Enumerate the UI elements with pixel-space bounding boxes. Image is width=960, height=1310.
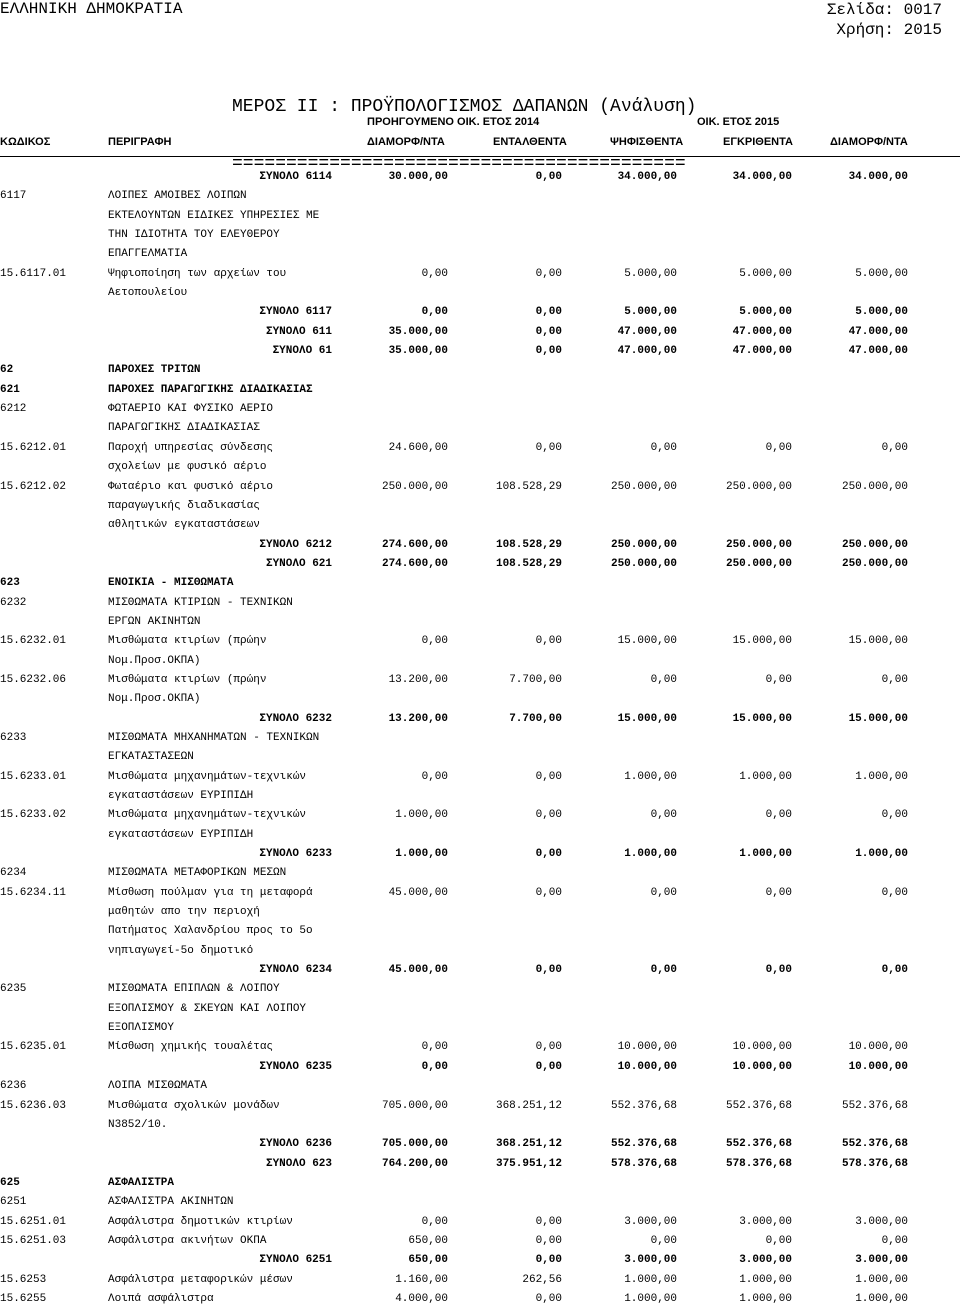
total-row bbox=[0, 961, 960, 980]
row-description: ΕΝΟΙΚΙΑ - ΜΙΣΘΩΜΑΤΑ bbox=[108, 577, 234, 590]
value-col-4: 0,00 bbox=[765, 886, 792, 899]
row-description: Ασφάλιστρα μεταφορικών μέσων bbox=[108, 1273, 293, 1286]
row-description: Μισθώματα σχολικών μονάδων bbox=[108, 1099, 280, 1112]
value-col-1: 13.200,00 bbox=[388, 673, 448, 686]
col-code: ΚΩΔΙΚΟΣ bbox=[0, 136, 51, 148]
table-row bbox=[0, 671, 960, 690]
row-description: Μισθώματα μηχανημάτων-τεχνικών bbox=[108, 770, 307, 783]
value-col-5: 15.000,00 bbox=[848, 712, 908, 725]
table-row bbox=[0, 1097, 960, 1116]
value-col-1: 0,00 bbox=[421, 306, 448, 319]
value-col-5: 578.376,68 bbox=[841, 1157, 908, 1170]
value-col-4: 250.000,00 bbox=[725, 480, 792, 493]
row-description: Ν3852/10. bbox=[108, 1118, 168, 1131]
value-col-3: 0,00 bbox=[650, 1234, 677, 1247]
value-col-2: 0,00 bbox=[535, 345, 562, 358]
total-row bbox=[0, 1155, 960, 1174]
row-description: ΦΩΤΑΕΡΙΟ ΚΑΙ ΦΥΣΙΚΟ ΑΕΡΙΟ bbox=[108, 403, 274, 416]
value-col-4: 0,00 bbox=[765, 809, 792, 822]
value-col-5: 5.000,00 bbox=[855, 306, 908, 319]
value-col-5: 0,00 bbox=[881, 809, 908, 822]
table-row bbox=[0, 942, 960, 961]
table-row bbox=[0, 1038, 960, 1057]
value-col-3: 5.000,00 bbox=[624, 267, 677, 280]
row-description: ΕΚΤΕΛΟΥΝΤΩΝ ΕΙΔΙΚΕΣ ΥΠΗΡΕΣΙΕΣ ΜΕ bbox=[108, 209, 320, 222]
value-col-2: 0,00 bbox=[535, 441, 562, 454]
table-row bbox=[0, 787, 960, 806]
row-description: ΕΞΟΠΛΙΣΜΟΥ & ΣΚΕΥΩΝ ΚΑΙ ΛΟΙΠΟΥ bbox=[108, 1002, 307, 1015]
value-col-1: 0,00 bbox=[421, 1041, 448, 1054]
value-col-3: 0,00 bbox=[650, 441, 677, 454]
row-description: Μισθώματα μηχανημάτων-τεχνικών bbox=[108, 809, 307, 822]
value-col-4: 0,00 bbox=[765, 673, 792, 686]
value-col-2: 0,00 bbox=[535, 964, 562, 977]
value-col-2: 7.700,00 bbox=[509, 712, 562, 725]
total-label: ΣΥΝΟΛΟ 6232 bbox=[259, 712, 332, 725]
value-col-1: 4.000,00 bbox=[395, 1292, 448, 1305]
row-description: Νομ.Προσ.ΟΚΠΑ) bbox=[108, 654, 201, 667]
value-col-3: 47.000,00 bbox=[617, 325, 677, 338]
value-col-4: 47.000,00 bbox=[732, 345, 792, 358]
value-col-1: 13.200,00 bbox=[388, 712, 448, 725]
row-description: ΑΣΦΑΛΙΣΤΡΑ bbox=[108, 1176, 175, 1189]
value-col-4: 0,00 bbox=[765, 1234, 792, 1247]
value-col-2: 0,00 bbox=[535, 1060, 562, 1073]
value-col-3: 552.376,68 bbox=[610, 1138, 677, 1151]
row-code: 6251 bbox=[0, 1196, 27, 1209]
total-label: ΣΥΝΟΛΟ 6117 bbox=[259, 306, 332, 319]
row-description: εγκαταστάσεων ΕΥΡΙΠΙΔΗ bbox=[108, 828, 254, 841]
row-description: ΕΓΚΑΤΑΣΤΑΣΕΩΝ bbox=[108, 751, 194, 764]
row-code: 6232 bbox=[0, 596, 27, 609]
table-row bbox=[0, 1116, 960, 1135]
row-description: Μίσθωση χημικής τουαλέτας bbox=[108, 1041, 274, 1054]
value-col-2: 108.528,29 bbox=[495, 538, 562, 551]
value-col-3: 10.000,00 bbox=[617, 1060, 677, 1073]
value-col-4: 0,00 bbox=[765, 964, 792, 977]
value-col-2: 108.528,29 bbox=[495, 480, 562, 493]
row-code: 15.6232.01 bbox=[0, 635, 67, 648]
value-col-3: 0,00 bbox=[650, 673, 677, 686]
value-col-4: 578.376,68 bbox=[725, 1157, 792, 1170]
row-description: Ψηφιοποίηση των αρχείων του bbox=[108, 267, 287, 280]
value-col-5: 5.000,00 bbox=[855, 267, 908, 280]
value-col-3: 0,00 bbox=[650, 964, 677, 977]
row-description: ΜΙΣΘΩΜΑΤΑ ΚΤΙΡΙΩΝ - ΤΕΧΝΙΚΩΝ bbox=[108, 596, 293, 609]
value-col-5: 250.000,00 bbox=[841, 480, 908, 493]
fiscal-year: Χρήση: 2015 bbox=[836, 21, 942, 39]
value-col-4: 5.000,00 bbox=[739, 267, 792, 280]
value-col-5: 250.000,00 bbox=[841, 538, 908, 551]
row-code: 625 bbox=[0, 1176, 20, 1189]
value-col-1: 274.600,00 bbox=[381, 538, 448, 551]
total-label: ΣΥΝΟΛΟ 611 bbox=[265, 325, 332, 338]
value-col-1: 45.000,00 bbox=[388, 964, 448, 977]
row-code: 15.6236.03 bbox=[0, 1099, 67, 1112]
row-code: 15.6235.01 bbox=[0, 1041, 67, 1054]
col-c3: ΨΗΦΙΣΘΕΝΤΑ bbox=[610, 136, 684, 148]
title-underline: ========================================== bbox=[232, 154, 686, 174]
table-row bbox=[0, 826, 960, 845]
table-row bbox=[0, 265, 960, 284]
value-col-2: 0,00 bbox=[535, 306, 562, 319]
value-col-1: 1.000,00 bbox=[395, 848, 448, 861]
total-label: ΣΥΝΟΛΟ 623 bbox=[265, 1157, 332, 1170]
row-code: 6234 bbox=[0, 867, 27, 880]
row-code: 15.6251.03 bbox=[0, 1234, 67, 1247]
value-col-3: 1.000,00 bbox=[624, 1273, 677, 1286]
category-row bbox=[0, 1174, 960, 1193]
value-col-1: 1.160,00 bbox=[395, 1273, 448, 1286]
row-code: 15.6233.01 bbox=[0, 770, 67, 783]
row-description: ΕΡΓΩΝ ΑΚΙΝΗΤΩΝ bbox=[108, 615, 201, 628]
value-col-2: 368.251,12 bbox=[495, 1138, 562, 1151]
value-col-4: 1.000,00 bbox=[739, 1292, 792, 1305]
row-description: ΠΑΡΑΓΩΓΙΚΗΣ ΔΙΑΔΙΚΑΣΙΑΣ bbox=[108, 422, 260, 435]
row-description: μαθητών απο την περιοχή bbox=[108, 906, 260, 919]
value-col-4: 10.000,00 bbox=[732, 1060, 792, 1073]
value-col-4: 1.000,00 bbox=[739, 848, 792, 861]
value-col-3: 15.000,00 bbox=[617, 635, 677, 648]
row-description: ΠΑΡΟΧΕΣ ΤΡΙΤΩΝ bbox=[108, 364, 201, 377]
value-col-4: 250.000,00 bbox=[725, 538, 792, 551]
total-row bbox=[0, 1135, 960, 1154]
total-row bbox=[0, 536, 960, 555]
table-row bbox=[0, 245, 960, 264]
page-number: Σελίδα: 0017 bbox=[826, 1, 942, 19]
value-col-5: 1.000,00 bbox=[855, 1273, 908, 1286]
value-col-5: 0,00 bbox=[881, 673, 908, 686]
value-col-3: 552.376,68 bbox=[610, 1099, 677, 1112]
table-row bbox=[0, 400, 960, 419]
row-description: Λοιπά ασφάλιστρα bbox=[108, 1292, 214, 1305]
value-col-3: 250.000,00 bbox=[610, 538, 677, 551]
value-col-1: 1.000,00 bbox=[395, 809, 448, 822]
value-col-4: 10.000,00 bbox=[732, 1041, 792, 1054]
table-row bbox=[0, 748, 960, 767]
table-row bbox=[0, 806, 960, 825]
value-col-1: 35.000,00 bbox=[388, 345, 448, 358]
category-row bbox=[0, 381, 960, 400]
value-col-5: 3.000,00 bbox=[855, 1215, 908, 1228]
row-description: Ασφάλιστρα δημοτικών κτιρίων bbox=[108, 1215, 293, 1228]
value-col-4: 5.000,00 bbox=[739, 306, 792, 319]
col-c4: ΕΓΚΡΙΘΕΝΤΑ bbox=[723, 136, 793, 148]
value-col-5: 1.000,00 bbox=[855, 1292, 908, 1305]
row-code: 62 bbox=[0, 364, 14, 377]
col-c2: ΕΝΤΑΛΘΕΝΤΑ bbox=[493, 136, 567, 148]
value-col-5: 0,00 bbox=[881, 1234, 908, 1247]
value-col-3: 1.000,00 bbox=[624, 1292, 677, 1305]
row-description: ΕΞΟΠΛΙΣΜΟΥ bbox=[108, 1022, 175, 1035]
value-col-3: 0,00 bbox=[650, 886, 677, 899]
row-code: 15.6255 bbox=[0, 1292, 47, 1305]
table-row bbox=[0, 1271, 960, 1290]
row-description: ΛΟΙΠΕΣ ΑΜΟΙΒΕΣ ΛΟΙΠΩΝ bbox=[108, 190, 247, 203]
value-col-1: 705.000,00 bbox=[381, 1099, 448, 1112]
value-col-3: 0,00 bbox=[650, 809, 677, 822]
value-col-1: 274.600,00 bbox=[381, 557, 448, 570]
value-col-4: 3.000,00 bbox=[739, 1215, 792, 1228]
table-row bbox=[0, 497, 960, 516]
value-col-4: 15.000,00 bbox=[732, 635, 792, 648]
value-col-5: 1.000,00 bbox=[855, 770, 908, 783]
total-row bbox=[0, 845, 960, 864]
total-label: ΣΥΝΟΛΟ 6235 bbox=[259, 1060, 332, 1073]
row-description: ΜΙΣΘΩΜΑΤΑ ΜΗΧΑΝΗΜΑΤΩΝ - ΤΕΧΝΙΚΩΝ bbox=[108, 731, 320, 744]
table-row bbox=[0, 729, 960, 748]
total-row bbox=[0, 342, 960, 361]
value-col-4: 34.000,00 bbox=[732, 171, 792, 183]
value-col-2: 108.528,29 bbox=[495, 557, 562, 570]
value-col-2: 375.951,12 bbox=[495, 1157, 562, 1170]
row-description: ΑΣΦΑΛΙΣΤΡΑ ΑΚΙΝΗΤΩΝ bbox=[108, 1196, 234, 1209]
row-description: Ασφάλιστρα ακινήτων ΟΚΠΑ bbox=[108, 1234, 267, 1247]
value-col-1: 0,00 bbox=[421, 1215, 448, 1228]
value-col-1: 705.000,00 bbox=[381, 1138, 448, 1151]
value-col-5: 0,00 bbox=[881, 886, 908, 899]
table-row bbox=[0, 864, 960, 883]
value-col-1: 0,00 bbox=[421, 1060, 448, 1073]
row-code: 6235 bbox=[0, 983, 27, 996]
row-description: Μίσθωση πούλμαν για τη μεταφορά bbox=[108, 886, 313, 899]
value-col-5: 552.376,68 bbox=[841, 1138, 908, 1151]
value-col-3: 3.000,00 bbox=[624, 1215, 677, 1228]
value-col-4: 3.000,00 bbox=[739, 1254, 792, 1267]
header-divider bbox=[0, 156, 960, 157]
table-row bbox=[0, 980, 960, 999]
value-col-4: 1.000,00 bbox=[739, 1273, 792, 1286]
table-row bbox=[0, 690, 960, 709]
header-republic: ΕΛΛΗΝΙΚΗ ΔΗΜΟΚΡΑΤΙΑ bbox=[0, 0, 183, 18]
row-code: 15.6212.02 bbox=[0, 480, 67, 493]
col-prev-year: ΠΡΟΗΓΟΥΜΕΝΟ ΟΙΚ. ΕΤΟΣ 2014 bbox=[367, 116, 540, 128]
row-description: Φωταέριο και φυσικό αέριο bbox=[108, 480, 274, 493]
value-col-1: 0,00 bbox=[421, 267, 448, 280]
value-col-5: 10.000,00 bbox=[848, 1060, 908, 1073]
row-description: αθλητικών εγκαταστάσεων bbox=[108, 519, 260, 532]
table-row bbox=[0, 1019, 960, 1038]
value-col-5: 34.000,00 bbox=[848, 171, 908, 183]
table-row bbox=[0, 1232, 960, 1251]
value-col-3: 250.000,00 bbox=[610, 557, 677, 570]
row-code: 6236 bbox=[0, 1080, 27, 1093]
value-col-3: 10.000,00 bbox=[617, 1041, 677, 1054]
table-row bbox=[0, 768, 960, 787]
value-col-2: 0,00 bbox=[535, 770, 562, 783]
value-col-4: 0,00 bbox=[765, 441, 792, 454]
total-row bbox=[0, 555, 960, 574]
table-row bbox=[0, 1213, 960, 1232]
table-row bbox=[0, 884, 960, 903]
row-description: ΜΙΣΘΩΜΑΤΑ ΜΕΤΑΦΟΡΙΚΩΝ ΜΕΣΩΝ bbox=[108, 867, 287, 880]
value-col-3: 578.376,68 bbox=[610, 1157, 677, 1170]
value-col-3: 15.000,00 bbox=[617, 712, 677, 725]
value-col-3: 250.000,00 bbox=[610, 480, 677, 493]
row-description: παραγωγικής διαδικασίας bbox=[108, 499, 260, 512]
value-col-2: 368.251,12 bbox=[495, 1099, 562, 1112]
table-row bbox=[0, 652, 960, 671]
row-description: Πατήματος Χαλανδρίου προς το 5ο bbox=[108, 925, 313, 938]
total-row bbox=[0, 168, 960, 187]
value-col-5: 3.000,00 bbox=[855, 1254, 908, 1267]
table-row bbox=[0, 1000, 960, 1019]
value-col-1: 650,00 bbox=[408, 1234, 448, 1247]
row-description: ΜΙΣΘΩΜΑΤΑ ΕΠΙΠΛΩΝ & ΛΟΙΠΟΥ bbox=[108, 983, 280, 996]
row-description: Νομ.Προσ.ΟΚΠΑ) bbox=[108, 693, 201, 706]
total-label: ΣΥΝΟΛΟ 61 bbox=[272, 345, 332, 358]
table-row bbox=[0, 594, 960, 613]
value-col-2: 0,00 bbox=[535, 1254, 562, 1267]
title-text: ΜΕΡΟΣ ΙΙ : ΠΡΟΫΠΟΛΟΓΙΣΜΟΣ ΔΑΠΑΝΩΝ (Ανάλυση) bbox=[232, 97, 697, 117]
row-code: 621 bbox=[0, 383, 20, 396]
total-row bbox=[0, 303, 960, 322]
value-col-3: 34.000,00 bbox=[617, 171, 677, 183]
table-row bbox=[0, 922, 960, 941]
row-description: Αετοπουλείου bbox=[108, 287, 188, 300]
value-col-3: 47.000,00 bbox=[617, 345, 677, 358]
total-label: ΣΥΝΟΛΟ 6251 bbox=[259, 1254, 332, 1267]
category-row bbox=[0, 574, 960, 593]
table-row bbox=[0, 1290, 960, 1309]
value-col-1: 250.000,00 bbox=[381, 480, 448, 493]
total-label: ΣΥΝΟΛΟ 6234 bbox=[259, 964, 332, 977]
col-desc: ΠΕΡΙΓΡΑΦΗ bbox=[108, 136, 172, 148]
value-col-3: 1.000,00 bbox=[624, 770, 677, 783]
value-col-5: 1.000,00 bbox=[855, 848, 908, 861]
row-description: Μισθώματα κτιρίων (πρώην bbox=[108, 635, 267, 648]
value-col-1: 24.600,00 bbox=[388, 441, 448, 454]
col-c1: ΔΙΑΜΟΡΦ/ΝΤΑ bbox=[367, 136, 445, 148]
value-col-1: 0,00 bbox=[421, 635, 448, 648]
row-code: 6233 bbox=[0, 731, 27, 744]
col-cur-year: ΟΙΚ. ΕΤΟΣ 2015 bbox=[697, 116, 780, 128]
table-row bbox=[0, 516, 960, 535]
table-row bbox=[0, 226, 960, 245]
row-code: 6212 bbox=[0, 403, 27, 416]
value-col-5: 47.000,00 bbox=[848, 325, 908, 338]
table-row bbox=[0, 207, 960, 226]
total-label: ΣΥΝΟΛΟ 6114 bbox=[259, 171, 332, 183]
total-row bbox=[0, 323, 960, 342]
row-description: Παροχή υπηρεσίας σύνδεσης bbox=[108, 441, 274, 454]
value-col-4: 15.000,00 bbox=[732, 712, 792, 725]
value-col-1: 45.000,00 bbox=[388, 886, 448, 899]
value-col-1: 30.000,00 bbox=[388, 171, 448, 183]
value-col-4: 552.376,68 bbox=[725, 1099, 792, 1112]
value-col-2: 0,00 bbox=[535, 171, 562, 183]
value-col-2: 0,00 bbox=[535, 848, 562, 861]
row-code: 15.6233.02 bbox=[0, 809, 67, 822]
value-col-3: 1.000,00 bbox=[624, 848, 677, 861]
row-description: εγκαταστάσεων ΕΥΡΙΠΙΔΗ bbox=[108, 790, 254, 802]
row-description: ΤΗΝ ΙΔΙΟΤΗΤΑ ΤΟΥ ΕΛΕΥΘΕΡΟΥ bbox=[108, 229, 280, 242]
row-code: 15.6253 bbox=[0, 1273, 47, 1286]
total-label: ΣΥΝΟΛΟ 6236 bbox=[259, 1138, 332, 1151]
total-label: ΣΥΝΟΛΟ 621 bbox=[265, 557, 332, 570]
row-description: ΠΑΡΟΧΕΣ ΠΑΡΑΓΩΓΙΚΗΣ ΔΙΑΔΙΚΑΣΙΑΣ bbox=[108, 383, 313, 396]
row-code: 623 bbox=[0, 577, 20, 590]
value-col-2: 0,00 bbox=[535, 886, 562, 899]
row-description: ΛΟΙΠΑ ΜΙΣΘΩΜΑΤΑ bbox=[108, 1080, 208, 1093]
col-c5: ΔΙΑΜΟΡΦ/ΝΤΑ bbox=[830, 136, 908, 148]
value-col-4: 47.000,00 bbox=[732, 325, 792, 338]
table-row bbox=[0, 478, 960, 497]
value-col-5: 0,00 bbox=[881, 964, 908, 977]
value-col-5: 250.000,00 bbox=[841, 557, 908, 570]
total-label: ΣΥΝΟΛΟ 6212 bbox=[259, 538, 332, 551]
total-row bbox=[0, 710, 960, 729]
budget-table bbox=[0, 168, 960, 1309]
table-row bbox=[0, 1077, 960, 1096]
table-row bbox=[0, 439, 960, 458]
total-row bbox=[0, 1251, 960, 1270]
table-row bbox=[0, 1193, 960, 1212]
value-col-4: 250.000,00 bbox=[725, 557, 792, 570]
value-col-5: 552.376,68 bbox=[841, 1099, 908, 1112]
value-col-2: 262,56 bbox=[522, 1273, 562, 1286]
row-code: 15.6234.11 bbox=[0, 886, 67, 899]
table-row bbox=[0, 284, 960, 303]
value-col-5: 15.000,00 bbox=[848, 635, 908, 648]
value-col-1: 0,00 bbox=[421, 770, 448, 783]
table-row bbox=[0, 187, 960, 206]
table-row bbox=[0, 903, 960, 922]
value-col-2: 0,00 bbox=[535, 1215, 562, 1228]
row-description: σχολείων με φυσικό αέριο bbox=[108, 461, 267, 474]
value-col-2: 0,00 bbox=[535, 809, 562, 822]
row-description: ΕΠΑΓΓΕΛΜΑΤΙΑ bbox=[108, 248, 188, 261]
table-row bbox=[0, 419, 960, 438]
value-col-2: 0,00 bbox=[535, 267, 562, 280]
row-code: 15.6212.01 bbox=[0, 441, 67, 454]
row-code: 15.6251.01 bbox=[0, 1215, 67, 1228]
row-code: 15.6117.01 bbox=[0, 267, 67, 280]
value-col-3: 5.000,00 bbox=[624, 306, 677, 319]
value-col-1: 35.000,00 bbox=[388, 325, 448, 338]
value-col-4: 1.000,00 bbox=[739, 770, 792, 783]
row-description: Μισθώματα κτιρίων (πρώην bbox=[108, 673, 267, 686]
value-col-4: 552.376,68 bbox=[725, 1138, 792, 1151]
category-row bbox=[0, 361, 960, 380]
value-col-1: 764.200,00 bbox=[381, 1157, 448, 1170]
value-col-2: 0,00 bbox=[535, 1041, 562, 1054]
row-description: νηπιαγωγεί-5ο δημοτικό bbox=[108, 944, 254, 957]
table-row bbox=[0, 632, 960, 651]
table-row bbox=[0, 458, 960, 477]
value-col-2: 0,00 bbox=[535, 1292, 562, 1305]
value-col-2: 0,00 bbox=[535, 1234, 562, 1247]
value-col-5: 0,00 bbox=[881, 441, 908, 454]
value-col-2: 0,00 bbox=[535, 635, 562, 648]
row-code: 15.6232.06 bbox=[0, 673, 67, 686]
row-code: 6117 bbox=[0, 190, 27, 203]
total-label: ΣΥΝΟΛΟ 6233 bbox=[259, 848, 332, 861]
value-col-2: 0,00 bbox=[535, 325, 562, 338]
value-col-1: 650,00 bbox=[408, 1254, 448, 1267]
header-meta bbox=[827, 0, 942, 40]
value-col-5: 47.000,00 bbox=[848, 345, 908, 358]
value-col-5: 10.000,00 bbox=[848, 1041, 908, 1054]
value-col-3: 3.000,00 bbox=[624, 1254, 677, 1267]
table-row bbox=[0, 613, 960, 632]
value-col-2: 7.700,00 bbox=[509, 673, 562, 686]
total-row bbox=[0, 1058, 960, 1077]
